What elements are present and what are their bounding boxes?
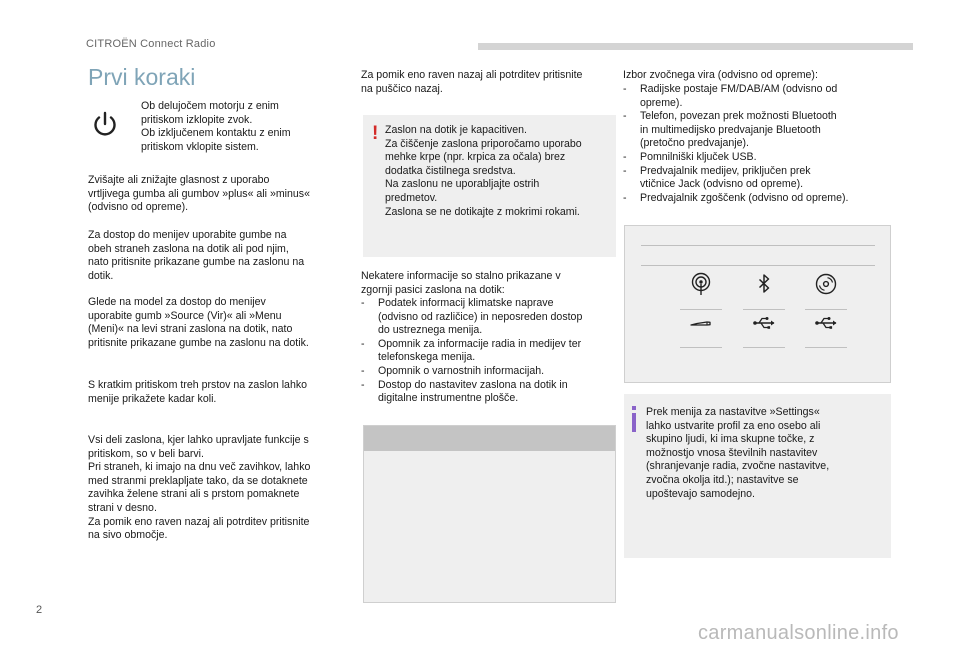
list-item	[623, 110, 901, 151]
header-bar	[478, 43, 913, 50]
list-dash: -	[623, 110, 627, 123]
list-item-text: Predvajalnik medijev, priključen prek vtičnice Jack (odvisno od opreme).	[640, 164, 811, 191]
bluetooth-icon	[752, 272, 776, 296]
list-item-text: Opomnik za informacije radia in medijev ter telefonskega menija.	[378, 337, 582, 364]
watermark: carmanualsonline.info	[698, 622, 899, 644]
list-dash: -	[623, 150, 627, 163]
radio-source-button[interactable]	[680, 268, 722, 310]
warning-text: Zaslon na dotik je kapacitiven. Za čiščenje zaslona priporočamo uporabo mehke krpe (npr. krpica za očala) brez dodatka čistilnega sredstva. Na zaslonu ne uporabljajte ostrih predmetov. Zaslona se ne dotikajte z mokrimi rokami.	[385, 124, 582, 218]
list-item-text: Podatek informacij klimatske naprave (odvisno od različice) in neposreden dostop do ustreznega menija.	[378, 297, 583, 337]
list-item	[623, 165, 901, 192]
screen-divider	[641, 265, 875, 266]
bluetooth-source-button[interactable]	[743, 268, 785, 310]
list-item-text: Predvajalnik zgoščenk (odvisno od opreme).	[640, 191, 849, 204]
volume-paragraph: Zvišajte ali znižajte glasnost z uporabo vrtljivega gumba ali gumbov »plus« ali »minus« (odvisno od opreme).	[88, 174, 310, 214]
touch-areas-paragraph: Vsi deli zaslona, kjer lahko upravljate funkcije s pritiskom, so v beli barvi. Pri straneh, ki imajo na dnu več zavihkov, lahko med stranmi preklapljate tako, da se dotaknete zavihka želene strani ali s prstom pomaknete strani v desno. Za pomik eno raven nazaj ali potrditev pritisnite na sivo območje.	[88, 434, 311, 542]
list-item	[361, 338, 623, 365]
status-bar-intro: Nekatere informacije so stalno prikazane v zgornji pasici zaslona na dotik:	[361, 270, 561, 296]
back-arrow-paragraph: Za pomik eno raven nazaj ali potrditev pritisnite na puščico nazaj.	[361, 69, 583, 95]
icon-underline	[743, 347, 785, 348]
list-item-text: Pomnilniški ključek USB.	[640, 150, 757, 163]
list-item-text: Dostop do nastavitev zaslona na dotik in digitalne instrumentne plošče.	[378, 378, 568, 405]
radio-icon	[689, 272, 713, 296]
power-button-text: Ob delujočem motorju z enim pritiskom izklopite zvok. Ob izključenem kontaktu z enim pritiskom vklopite sistem.	[141, 100, 291, 153]
icon-underline	[805, 347, 847, 348]
list-dash: -	[361, 297, 365, 309]
cd-source-button[interactable]	[805, 268, 847, 310]
screen-divider	[641, 245, 875, 246]
audio-source-intro: Izbor zvočnega vira (odvisno od opreme):	[623, 69, 818, 81]
list-item	[361, 379, 623, 406]
usb-source-button[interactable]	[743, 306, 785, 348]
info-icon	[631, 406, 637, 432]
info-text: Prek menija za nastavitve »Settings« lahko ustvarite profil za eno osebo ali skupino ljudi, ki ima skupne točke, z možnostjo vnosa številnih nastavitev (shranjevanje radia, zvočne nastavitve, zvočna okolja itd.); nastavitve se upoštevajo samodejno.	[646, 406, 830, 500]
list-item	[361, 365, 623, 379]
usb-icon	[752, 310, 776, 334]
source-menu-paragraph: Glede na model za dostop do menijev uporabite gumb »Source (Vir)« ali »Menu (Meni)« na levi strani zaslona na dotik, nato pritisnite prikazane gumbe na zaslonu na dotik.	[88, 296, 309, 349]
list-item-text: Telefon, povezan prek možnosti Bluetooth in multimedijsko predvajanje Bluetooth (pretočno predvajanje).	[640, 110, 837, 150]
jack-icon	[689, 310, 713, 334]
list-item	[361, 297, 623, 338]
usb-source-button[interactable]	[805, 306, 847, 348]
page-title: Prvi koraki	[88, 64, 196, 90]
running-header: CITROËN Connect Radio	[86, 38, 216, 50]
status-bar-list	[361, 297, 623, 406]
power-icon	[92, 110, 118, 138]
usb-icon	[814, 310, 838, 334]
list-dash: -	[623, 83, 627, 95]
list-item	[623, 192, 901, 206]
illustration-header-band	[364, 426, 615, 451]
warning-icon: !	[372, 123, 379, 144]
icon-underline	[680, 347, 722, 348]
three-finger-paragraph: S kratkim pritiskom treh prstov na zaslon lahko menije prikažete kadar koli.	[88, 379, 308, 405]
list-dash: -	[361, 337, 365, 350]
list-dash: -	[361, 364, 365, 377]
jack-source-button[interactable]	[680, 306, 722, 348]
list-item-text: Radijske postaje FM/DAB/AM (odvisno od opreme).	[640, 83, 838, 109]
list-dash: -	[623, 164, 627, 177]
list-dash: -	[361, 378, 365, 391]
list-dash: -	[623, 191, 627, 204]
list-item	[623, 83, 901, 110]
illustration-placeholder	[363, 425, 616, 603]
page-number: 2	[36, 604, 43, 616]
audio-source-list	[623, 83, 901, 205]
list-item	[623, 151, 901, 165]
menu-access-paragraph: Za dostop do menijev uporabite gumbe na obeh straneh zaslona na dotik ali pod njim, nato pritisnite prikazane gumbe na zaslonu na dotik.	[88, 229, 305, 282]
cd-icon	[814, 272, 838, 296]
list-item-text: Opomnik o varnostnih informacijah.	[378, 364, 545, 377]
audio-source-screen	[624, 225, 891, 383]
